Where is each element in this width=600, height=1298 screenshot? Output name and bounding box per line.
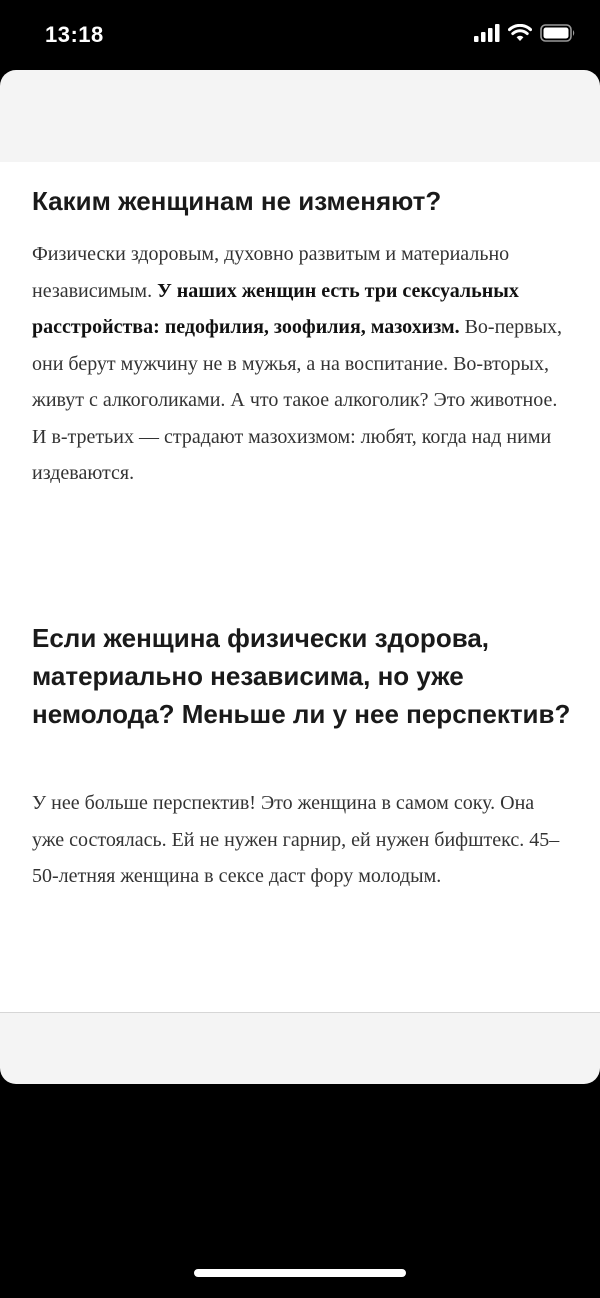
wifi-icon — [508, 24, 532, 47]
home-indicator[interactable] — [194, 1269, 406, 1277]
paragraph-1-bold: У наших женщин есть три сексуальных расстройства: педофилия, зоофилия, мазохизм. — [32, 279, 519, 338]
signal-icon — [474, 24, 500, 47]
status-icons — [474, 24, 576, 47]
article-body — [0, 162, 600, 1013]
section-heading-1: Каким женщинам не изменяют? — [32, 186, 442, 216]
battery-icon — [540, 24, 576, 47]
status-time: 13:18 — [45, 22, 104, 47]
status-bar — [0, 0, 600, 70]
content-sheet — [0, 70, 600, 1084]
section-heading-2: Если женщина физически здорова, материально независима, но уже немолода? Меньше ли у нее перспектив? — [32, 623, 571, 729]
paragraph-1-intro: Физически здоровым, духовно развитым и материально независимым. — [32, 243, 510, 302]
paragraph-1-rest: Во-первых, они берут мужчину не в мужья, а на воспитание. Во-вторых, живут с алкоголиками. А что такое алкоголик? Это животное. И в-третьих — страдают мазохизмом: любят, когда над ними издеваются. — [32, 316, 563, 484]
section-paragraph-2: У нее больше перспектив! Это женщина в самом соку. Она уже состоялась. Ей не нужен гарнир, ей нужен бифштекс. 45–50-летняя женщина в сексе даст фору молодым. — [32, 792, 560, 887]
section-paragraph-1 — [32, 236, 570, 492]
